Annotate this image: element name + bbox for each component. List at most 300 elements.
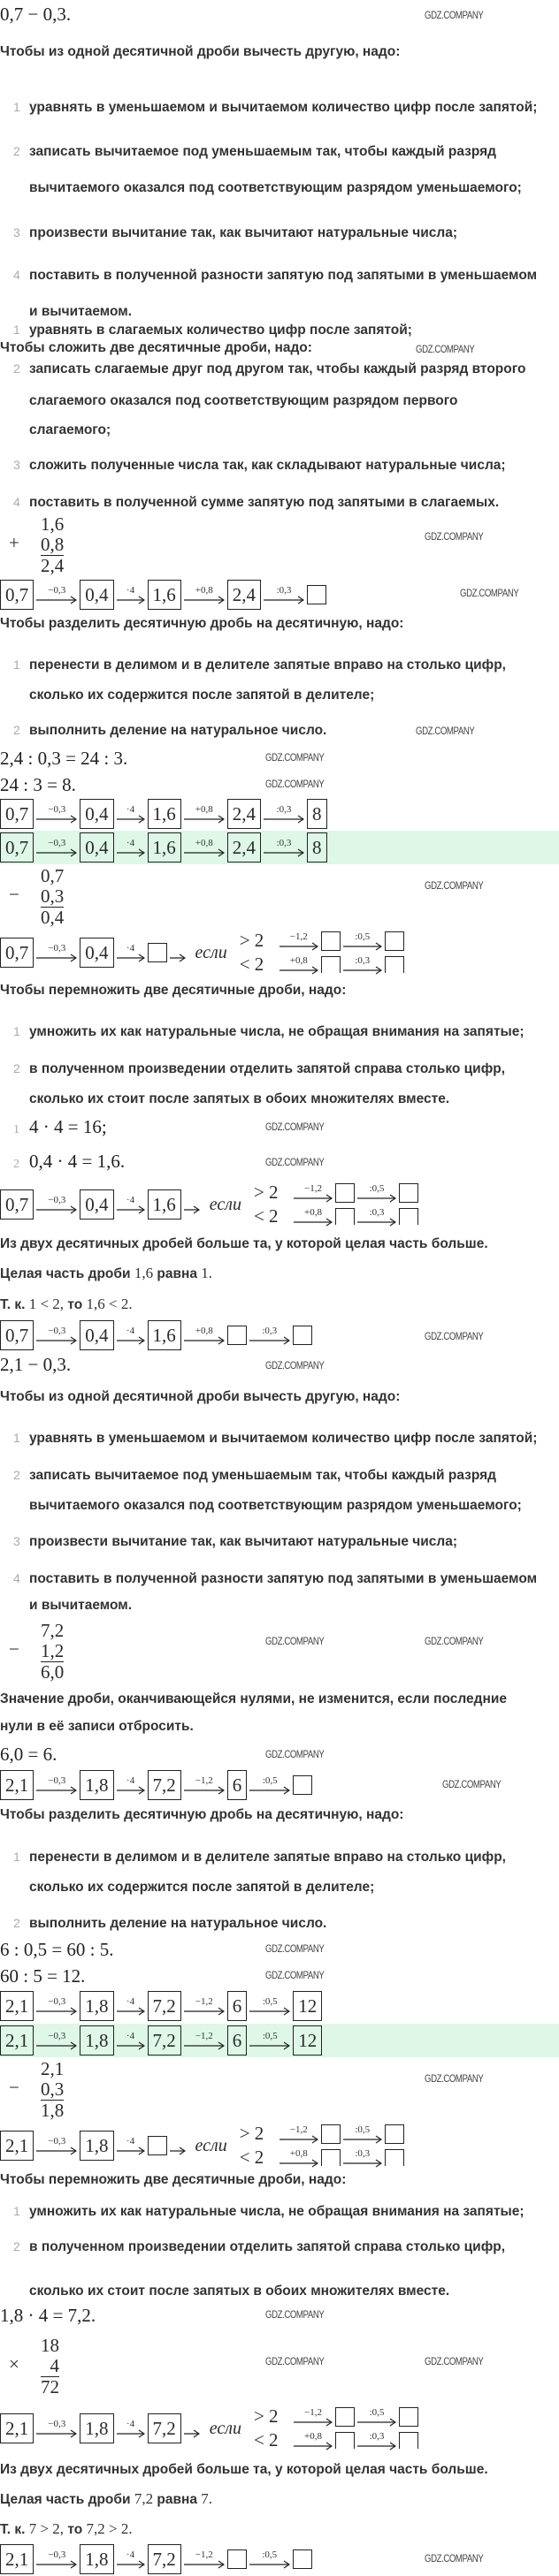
operation-label: −1,2 xyxy=(195,1996,213,2007)
condition: > 2 xyxy=(253,1182,279,1203)
arrow-icon xyxy=(294,1183,333,1203)
number: 7. xyxy=(201,2490,213,2507)
list-number: 4 xyxy=(13,495,20,509)
calculation-chain xyxy=(0,1770,312,1800)
watermark: GDZ.COMPANY xyxy=(265,1156,325,1168)
mul-step xyxy=(13,1151,125,1173)
operation-label: :0,3 xyxy=(369,1206,385,1218)
operation-label: −1,2 xyxy=(195,2031,213,2041)
list-item-text: произвести вычитание так, как вычитают натуральные числа; xyxy=(29,225,458,240)
value-box: 6 xyxy=(227,1991,248,2021)
list-item xyxy=(29,422,111,438)
list-item-text: сложить полученные числа так, как складывают натуральные числа; xyxy=(29,458,506,473)
heading-multiply-rule: Чтобы перемножить две десятичные дроби, надо: xyxy=(0,983,347,998)
watermark: GDZ.COMPANY xyxy=(265,778,325,790)
answer-box-empty[interactable] xyxy=(148,2136,167,2155)
text: то xyxy=(67,2522,83,2537)
arrow-icon xyxy=(36,838,77,857)
operand: 7,2 xyxy=(41,1620,65,1641)
condition: < 2 xyxy=(239,2147,264,2168)
whole-part-text xyxy=(0,2490,212,2508)
arrow-icon xyxy=(357,2431,396,2451)
list-item-text: умножить их как натуральные числа, не обращая внимания на запятые; xyxy=(29,1024,525,1039)
equation: 2,4 : 0,3 = 24 : 3. xyxy=(0,748,128,769)
list-item-text: записать слагаемые друг под другом так, чтобы каждый разряд второго xyxy=(29,361,526,376)
arrow-icon xyxy=(117,2031,145,2050)
list-number: 1 xyxy=(13,100,20,114)
answer-box-empty[interactable] xyxy=(321,2149,341,2166)
value-box: 1,6 xyxy=(148,832,181,862)
value-box: 1,8 xyxy=(80,1770,113,1800)
list-item-text: поставить в полученной разности запятую под запятыми в уменьшаемом xyxy=(29,268,538,283)
branch-row xyxy=(240,2123,404,2145)
arrow-icon xyxy=(117,585,145,604)
watermark: GDZ.COMPANY xyxy=(425,1635,484,1647)
arrow-icon xyxy=(36,1996,77,2016)
arrow-icon xyxy=(249,1775,290,1795)
list-item-text: в полученном произведении отделить запятой справа столько цифр, xyxy=(29,2239,506,2254)
branch-row xyxy=(254,2429,418,2451)
step-number: 2 xyxy=(13,1158,19,1171)
expression: 0,7 − 0,3. xyxy=(0,4,72,25)
operand: 0,8 xyxy=(41,534,65,555)
operation-sign: − xyxy=(9,2077,19,2098)
operation-label: ·4 xyxy=(126,1326,135,1336)
value-box: 2,1 xyxy=(0,2131,34,2161)
arrow-icon xyxy=(170,2136,186,2155)
operation-label: −0,3 xyxy=(48,943,66,954)
branch-group xyxy=(254,1182,418,1227)
value-box: 0,7 xyxy=(0,580,34,610)
watermark: GDZ.COMPANY xyxy=(265,1635,325,1647)
arrow-icon xyxy=(170,943,186,962)
watermark: GDZ.COMPANY xyxy=(265,751,325,764)
list-item xyxy=(13,100,537,116)
value-box: 7,2 xyxy=(148,2025,181,2055)
operands xyxy=(41,514,64,576)
compare-rule: Из двух десятичных дробей больше та, у которой целая часть больше. xyxy=(0,1236,488,1251)
watermark: GDZ.COMPANY xyxy=(460,587,519,599)
watermark: GDZ.COMPANY xyxy=(265,1359,325,1372)
list-item-text: уравнять в уменьшаемом и вычитаемом количество цифр после запятой; xyxy=(29,100,538,115)
list-item-text: сколько их содержится после запятой в делителе; xyxy=(29,1880,375,1895)
list-item-text: произвести вычитание так, как вычитают натуральные числа; xyxy=(29,1534,458,1549)
list-number: 1 xyxy=(13,1431,20,1445)
operation-label: −1,2 xyxy=(303,1182,322,1194)
operation-label: −0,3 xyxy=(48,1326,66,1336)
operands xyxy=(41,866,64,928)
list-number: 1 xyxy=(13,1850,20,1864)
arrow-icon xyxy=(184,1326,225,1345)
operation-label: :0,3 xyxy=(276,838,292,848)
calculation-chain xyxy=(0,2544,312,2574)
answer-box-empty[interactable] xyxy=(293,2549,312,2569)
watermark: GDZ.COMPANY xyxy=(425,530,484,543)
arrow-icon xyxy=(280,931,318,951)
heading-add-rule: Чтобы сложить две десятичные дроби, надо: xyxy=(0,340,312,355)
value-box: 8 xyxy=(307,799,327,829)
operation-label: ·4 xyxy=(126,2031,135,2041)
list-item-text: и вычитаемом. xyxy=(29,304,133,319)
operation-label: +0,8 xyxy=(289,954,308,966)
step-expr: 4 · 4 = 16; xyxy=(29,1116,107,1137)
list-number: 4 xyxy=(13,1571,20,1585)
answer-box-empty[interactable] xyxy=(335,1183,355,1203)
text: Т. к. xyxy=(0,2522,26,2537)
operation-label: :0,3 xyxy=(369,2430,385,2442)
operation-label: :0,5 xyxy=(369,1182,385,1194)
value-box: 2,4 xyxy=(227,799,261,829)
number: 1,6 < 2. xyxy=(86,1296,133,1312)
operand: 0,3 xyxy=(41,2078,65,2100)
arrow-icon xyxy=(280,2124,318,2144)
list-number: 1 xyxy=(13,323,20,337)
value-box: 1,6 xyxy=(148,580,181,610)
value-box: 0,7 xyxy=(0,1189,34,1220)
list-item-text: поставить в полученной разности запятую под запятыми в уменьшаемом xyxy=(29,1571,538,1586)
operation-label: ·4 xyxy=(126,1996,135,2007)
operation-label: −0,3 xyxy=(48,2419,66,2429)
result: 0,4 xyxy=(41,907,65,928)
zeros-rule: нули в её записи отбросить. xyxy=(0,1719,194,1734)
branch-row xyxy=(254,1182,418,1204)
arrow-icon xyxy=(184,1775,225,1795)
arrow-icon xyxy=(249,2549,290,2569)
operands xyxy=(41,2059,64,2121)
list-item xyxy=(13,268,537,284)
arrow-icon xyxy=(249,1996,290,2016)
arrow-icon xyxy=(184,1195,200,1214)
operation-label: −1,2 xyxy=(289,931,308,942)
value-box: 2,1 xyxy=(0,2544,34,2574)
value-box: 6 xyxy=(227,1770,248,1800)
heading-divide-rule: Чтобы разделить десятичную дробь на десятичную, надо: xyxy=(0,616,404,631)
result: 6,0 xyxy=(41,1661,65,1683)
value-box: 0,4 xyxy=(80,1189,113,1220)
calculation-chain xyxy=(0,2025,322,2055)
arrow-icon xyxy=(117,804,145,824)
arrow-icon xyxy=(184,2031,225,2050)
list-item xyxy=(13,361,525,377)
value-box: 7,2 xyxy=(148,1770,181,1800)
calculation-chain xyxy=(0,580,326,610)
list-item-text: слагаемого оказался под соответствующим разрядом первого xyxy=(29,393,458,408)
number: 7,2 > 2. xyxy=(86,2520,133,2537)
answer-box-empty[interactable] xyxy=(321,2124,341,2144)
list-number: 1 xyxy=(13,1024,20,1038)
if-label: если xyxy=(195,942,227,962)
answer-box-empty[interactable] xyxy=(399,1208,418,1225)
list-number: 2 xyxy=(13,1061,20,1075)
list-item-text: перенести в делимом и в делителе запятые вправо на столько цифр, xyxy=(29,1850,506,1865)
operation-label: :0,3 xyxy=(276,804,292,815)
list-item xyxy=(13,1916,326,1932)
condition: < 2 xyxy=(239,954,264,975)
arrow-icon xyxy=(343,2124,382,2144)
list-item xyxy=(13,1061,505,1077)
expression: 2,1 − 0,3. xyxy=(0,1354,72,1375)
operation-label: −0,3 xyxy=(48,2031,66,2041)
list-item-text: вычитаемого оказался под соответствующим разрядом уменьшаемого; xyxy=(29,1498,522,1513)
calculation-chain xyxy=(0,1320,312,1350)
operation-sign: × xyxy=(9,2353,19,2375)
text: равна xyxy=(157,1266,197,1281)
operands xyxy=(41,2336,59,2397)
arrow-icon xyxy=(343,931,382,951)
value-box: 1,8 xyxy=(80,2544,113,2574)
operation-label: −1,2 xyxy=(195,2549,213,2560)
operation-label: :0,5 xyxy=(262,1996,278,2007)
list-item-text: в полученном произведении отделить запятой справа столько цифр, xyxy=(29,1061,506,1076)
condition: > 2 xyxy=(239,2123,264,2144)
list-item xyxy=(13,1468,496,1484)
answer-box-empty[interactable] xyxy=(385,956,404,973)
list-number: 1 xyxy=(13,2204,20,2218)
answer-box-empty[interactable] xyxy=(385,931,404,951)
operation-label: −0,3 xyxy=(48,585,66,596)
arrow-icon xyxy=(294,2431,333,2451)
operation-label: +0,8 xyxy=(195,1326,213,1336)
branch-row xyxy=(254,2405,418,2428)
arrow-icon xyxy=(36,804,77,824)
list-item-text: вычитаемого оказался под соответствующим разрядом уменьшаемого; xyxy=(29,180,522,195)
value-box: 0,7 xyxy=(0,938,34,968)
branch-group xyxy=(254,2405,418,2451)
operation-label: :0,3 xyxy=(355,954,371,966)
watermark: GDZ.COMPANY xyxy=(265,2308,325,2321)
calculation-chain xyxy=(0,1991,322,2021)
condition: < 2 xyxy=(253,2429,279,2451)
operation-label: :0,3 xyxy=(262,1326,278,1336)
text: равна xyxy=(157,2492,197,2507)
operation-label: :0,5 xyxy=(369,2406,385,2418)
list-item xyxy=(13,323,412,338)
calculation-chain xyxy=(0,930,404,976)
answer-box-empty[interactable] xyxy=(335,2432,355,2449)
list-item-text: выполнить деление на натуральное число. xyxy=(29,723,327,738)
text: Целая часть дроби xyxy=(0,2492,131,2507)
operation-label: −0,3 xyxy=(48,2136,66,2147)
watermark: GDZ.COMPANY xyxy=(425,2552,484,2565)
list-number: 3 xyxy=(13,225,20,239)
list-number: 1 xyxy=(13,657,20,672)
operation-label: ·4 xyxy=(126,2549,135,2560)
list-item xyxy=(13,144,496,160)
value-box: 0,4 xyxy=(80,832,113,862)
operation-label: :0,5 xyxy=(355,2124,371,2135)
list-item xyxy=(13,1571,537,1587)
list-item-text: сколько их содержится после запятой в делителе; xyxy=(29,688,375,703)
list-item xyxy=(29,1880,374,1896)
answer-box-empty[interactable] xyxy=(293,1775,312,1795)
number: 1 < 2, xyxy=(28,1296,65,1312)
value-box: 12 xyxy=(293,2025,322,2055)
if-label: если xyxy=(209,1194,241,1214)
answer-box-empty[interactable] xyxy=(335,2407,355,2427)
operation-label: ·4 xyxy=(126,838,135,848)
value-box: 6 xyxy=(227,2025,248,2055)
condition: < 2 xyxy=(253,1205,279,1227)
list-item xyxy=(13,2204,525,2220)
answer-box-empty[interactable] xyxy=(335,1208,355,1225)
operation-label: +0,8 xyxy=(303,1206,322,1218)
answer-box-empty[interactable] xyxy=(227,2549,247,2569)
arrow-icon xyxy=(36,2031,77,2050)
branch-group xyxy=(240,2123,404,2169)
watermark: GDZ.COMPANY xyxy=(265,2355,325,2367)
answer-box-empty[interactable] xyxy=(399,2407,418,2427)
if-label: если xyxy=(209,2418,241,2438)
list-number: 3 xyxy=(13,1534,20,1548)
list-item-text: сколько их стоит после запятых в обоих множителях вместе. xyxy=(29,1091,450,1106)
operand: 1,6 xyxy=(41,513,65,535)
value-box: 1,8 xyxy=(80,2025,113,2055)
answer-box-empty[interactable] xyxy=(321,931,341,951)
arrow-icon xyxy=(117,943,145,962)
list-item xyxy=(29,1598,132,1614)
operand: 4 xyxy=(50,2355,59,2376)
arrow-icon xyxy=(36,2419,77,2438)
list-item xyxy=(13,723,326,739)
arrow-icon xyxy=(36,1775,77,1795)
operation-label: +0,8 xyxy=(195,585,213,596)
watermark: GDZ.COMPANY xyxy=(265,1942,325,1955)
watermark: GDZ.COMPANY xyxy=(425,9,484,21)
heading-multiply-rule: Чтобы перемножить две десятичные дроби, надо: xyxy=(0,2172,347,2187)
list-item xyxy=(13,1024,525,1040)
operation-label: −1,2 xyxy=(303,2406,322,2418)
value-box: 1,6 xyxy=(148,799,181,829)
value-box: 1,8 xyxy=(80,2131,113,2161)
operation-label: −1,2 xyxy=(289,2124,308,2135)
operation-label: +0,8 xyxy=(195,838,213,848)
arrow-icon xyxy=(343,2148,382,2168)
value-box: 2,1 xyxy=(0,2025,34,2055)
answer-box-empty[interactable] xyxy=(321,956,341,973)
arrow-icon xyxy=(117,1195,145,1214)
operation-label: −0,3 xyxy=(48,1195,66,1205)
list-item xyxy=(13,1431,537,1447)
operation-label: −0,3 xyxy=(48,1996,66,2007)
operation-label: :0,5 xyxy=(355,931,371,942)
list-item-text: сколько их стоит после запятых в обоих множителях вместе. xyxy=(29,2283,450,2299)
list-number: 2 xyxy=(13,2239,20,2253)
arrow-icon xyxy=(264,585,304,604)
arrow-icon xyxy=(184,585,225,604)
operation-label: −0,3 xyxy=(48,2549,66,2560)
step-expr: 0,4 · 4 = 1,6. xyxy=(29,1151,126,1172)
list-item xyxy=(13,1534,457,1550)
operation-label: ·4 xyxy=(126,1775,135,1786)
list-item xyxy=(13,1850,506,1866)
list-item-text: выполнить деление на натуральное число. xyxy=(29,1916,327,1931)
branch-row xyxy=(254,1205,418,1227)
answer-box-empty[interactable] xyxy=(227,1326,247,1345)
answer-box-empty[interactable] xyxy=(399,1183,418,1203)
operation-label: −1,2 xyxy=(195,1775,213,1786)
list-item-text: перенести в делимом и в делителе запятые вправо на столько цифр, xyxy=(29,657,506,672)
watermark: GDZ.COMPANY xyxy=(425,2355,484,2367)
calculation-chain xyxy=(0,2405,418,2451)
arrow-icon xyxy=(117,1775,145,1795)
value-box: 1,6 xyxy=(148,1189,181,1220)
number: 7,2 xyxy=(134,2490,154,2507)
list-number: 2 xyxy=(13,361,20,376)
operation-label: ·4 xyxy=(126,585,135,596)
list-item-text: записать вычитаемое под уменьшаемым так, чтобы каждый разряд xyxy=(29,144,496,159)
compare-rule: Из двух десятичных дробей больше та, у которой целая часть больше. xyxy=(0,2462,488,2477)
value-box: 7,2 xyxy=(148,1991,181,2021)
list-item xyxy=(29,304,132,320)
arrow-icon xyxy=(249,2031,290,2050)
list-number: 2 xyxy=(13,144,20,158)
watermark: GDZ.COMPANY xyxy=(425,879,484,892)
arrow-icon xyxy=(184,2419,200,2438)
answer-box-empty[interactable] xyxy=(385,2124,404,2144)
equation: 60 : 5 = 12. xyxy=(0,1965,86,1987)
arrow-icon xyxy=(117,838,145,857)
value-box: 7,2 xyxy=(148,2544,181,2574)
answer-box-empty[interactable] xyxy=(307,585,326,604)
arrow-icon xyxy=(343,955,382,975)
answer-box-empty[interactable] xyxy=(148,943,167,962)
answer-box-empty[interactable] xyxy=(385,2149,404,2166)
value-box: 0,7 xyxy=(0,799,34,829)
operand: 0,7 xyxy=(41,865,65,886)
branch-row xyxy=(240,930,404,952)
answer-box-empty[interactable] xyxy=(293,1326,312,1345)
since-text xyxy=(0,2520,133,2538)
value-box: 1,8 xyxy=(80,2413,113,2443)
result: 2,4 xyxy=(41,555,65,576)
operands xyxy=(41,1621,64,1683)
text: то xyxy=(67,1297,83,1312)
arrow-icon xyxy=(357,1183,396,1203)
list-item xyxy=(13,2239,505,2255)
operation-label: ·4 xyxy=(126,1195,135,1205)
list-item-text: поставить в полученной сумме запятую под запятыми в слагаемых. xyxy=(29,495,500,510)
arrow-icon xyxy=(117,2419,145,2438)
list-item xyxy=(29,393,457,409)
equation: 6,0 = 6. xyxy=(0,1744,57,1765)
arrow-icon xyxy=(264,838,304,857)
list-item-text: умножить их как натуральные числа, не обращая внимания на запятые; xyxy=(29,2204,525,2219)
operation-label: −0,3 xyxy=(48,1775,66,1786)
operand: 1,2 xyxy=(41,1640,65,1661)
result: 72 xyxy=(41,2376,59,2397)
arrow-icon xyxy=(36,1195,77,1214)
arrow-icon xyxy=(294,2407,333,2427)
arrow-icon xyxy=(280,955,318,975)
heading-subtract-rule: Чтобы из одной десятичной дроби вычесть другую, надо: xyxy=(0,44,401,59)
if-label: если xyxy=(195,2135,227,2155)
arrow-icon xyxy=(36,2549,77,2569)
step-number: 1 xyxy=(13,1123,19,1136)
list-item xyxy=(13,458,506,474)
operand: 2,1 xyxy=(41,2058,65,2079)
arrow-icon xyxy=(36,2136,77,2155)
operation-label: +0,8 xyxy=(195,804,213,815)
operation-label: +0,8 xyxy=(289,2147,308,2159)
answer-box-empty[interactable] xyxy=(399,2432,418,2449)
value-box: 12 xyxy=(293,1991,322,2021)
arrow-icon xyxy=(184,2549,225,2569)
watermark: GDZ.COMPANY xyxy=(416,725,475,737)
operation-sign: − xyxy=(9,884,19,905)
operation-label: −0,3 xyxy=(48,804,66,815)
list-item xyxy=(13,225,457,241)
zeros-rule: Значение дроби, оканчивающейся нулями, не изменится, если последние xyxy=(0,1691,507,1706)
